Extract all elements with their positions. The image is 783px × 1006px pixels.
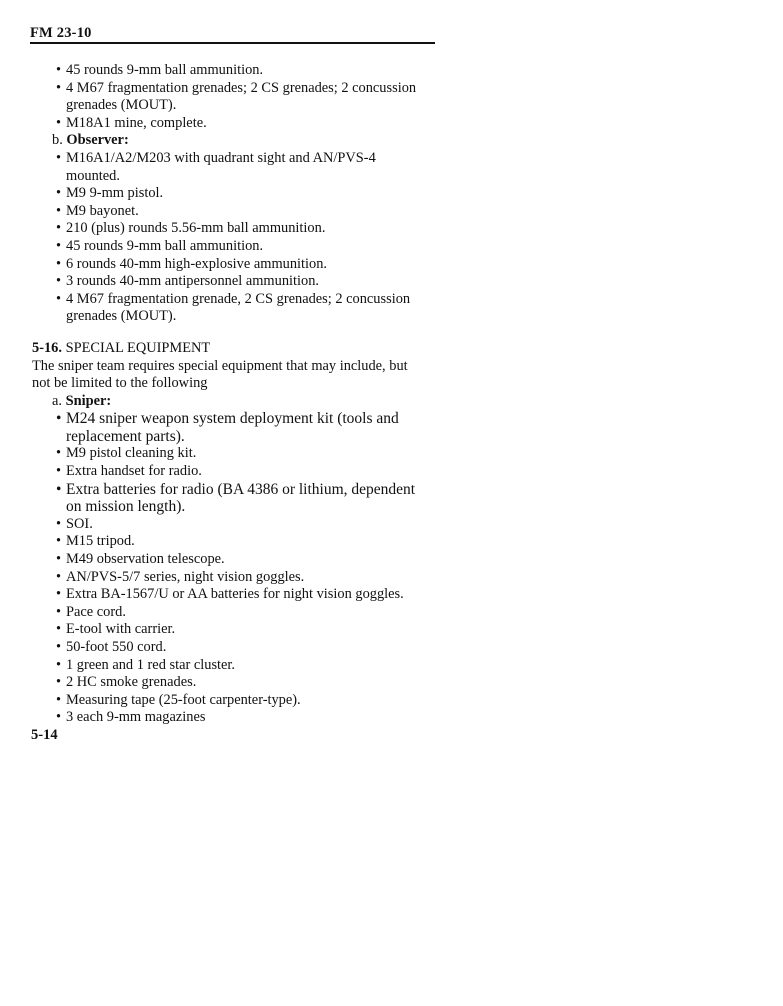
list-item: • M16A1/A2/M203 with quadrant sight and AN/PVS-4 mounted. bbox=[56, 149, 376, 184]
bullet-icon: • bbox=[56, 463, 62, 480]
list-item: • Measuring tape (25-foot carpenter-type). bbox=[56, 691, 301, 708]
list-item: • 1 green and 1 red star cluster. bbox=[56, 656, 236, 673]
page-number: 5-14 bbox=[31, 727, 58, 743]
list-item: • M9 bayonet. bbox=[56, 202, 139, 219]
list-item: • 3 each 9-mm magazines bbox=[56, 709, 206, 726]
list-item: • Extra handset for radio. bbox=[56, 463, 202, 480]
bullet-icon: • bbox=[56, 79, 62, 96]
bullet-icon: • bbox=[56, 202, 62, 219]
bullet-icon: • bbox=[56, 691, 62, 708]
list-item: • Extra batteries for radio (BA 4386 or lithium, dependent on mission length). bbox=[56, 480, 416, 516]
list-item: • 3 rounds 40-mm antipersonnel ammunition. bbox=[56, 273, 320, 290]
list-item: • M15 tripod. bbox=[56, 533, 135, 550]
bullet-icon: • bbox=[56, 639, 62, 655]
list-item: • 45 rounds 9-mm ball ammunition. bbox=[56, 237, 264, 254]
bullet-icon: • bbox=[56, 290, 62, 307]
list-item: • Extra BA-1567/U or AA batteries for night vision goggles. bbox=[56, 586, 404, 603]
list-item: • M18A1 mine, complete. bbox=[56, 114, 207, 131]
observer-prefix: b. bbox=[52, 132, 63, 149]
sniper-prefix: a. bbox=[52, 392, 62, 409]
bullet-icon: • bbox=[56, 586, 62, 603]
bullet-icon: • bbox=[56, 603, 62, 620]
bullet-icon: • bbox=[56, 273, 62, 290]
bullet-icon: • bbox=[56, 255, 62, 272]
section-intro: The sniper team requires special equipment that may include, but not be limited to the following bbox=[32, 357, 408, 392]
bullet-icon: • bbox=[56, 237, 62, 254]
bullet-icon: • bbox=[56, 515, 62, 532]
bullet-icon: • bbox=[56, 551, 62, 568]
section-number: 5-16. bbox=[32, 339, 62, 356]
bullet-icon: • bbox=[56, 533, 62, 550]
bullet-icon: • bbox=[56, 656, 62, 673]
bullet-icon: • bbox=[56, 220, 62, 237]
list-item: • Pace cord. bbox=[56, 603, 126, 620]
sniper-label: Sniper: bbox=[65, 392, 112, 409]
bullet-icon: • bbox=[56, 674, 62, 691]
list-item: • 210 (plus) rounds 5.56-mm ball ammunition. bbox=[56, 220, 326, 237]
bullet-icon: • bbox=[56, 480, 62, 498]
bullet-icon: • bbox=[56, 621, 62, 638]
list-item: • 50-foot 550 cord. bbox=[56, 639, 167, 655]
bullet-icon: • bbox=[56, 410, 62, 428]
list-item: • 4 M67 fragmentation grenade, 2 CS grenades; 2 concussion grenades (MOUT). bbox=[56, 290, 411, 325]
bullet-icon: • bbox=[56, 149, 62, 166]
sniper-list bbox=[32, 410, 422, 727]
bullet-icon: • bbox=[56, 62, 62, 78]
section-title: SPECIAL EQUIPMENT bbox=[65, 339, 211, 356]
page-content bbox=[32, 62, 422, 727]
bullet-icon: • bbox=[56, 185, 62, 202]
observer-label: Observer: bbox=[66, 132, 129, 149]
list-item: • 2 HC smoke grenades. bbox=[56, 674, 197, 691]
list-item: • M9 9-mm pistol. bbox=[56, 185, 164, 202]
list-item: • AN/PVS-5/7 series, night vision goggles. bbox=[56, 568, 305, 585]
list-item: • 6 rounds 40-mm high-explosive ammunition. bbox=[56, 255, 328, 272]
bullet-icon: • bbox=[56, 709, 62, 726]
section-heading bbox=[32, 340, 422, 358]
list-item: • M24 sniper weapon system deployment kit (tools and replacement parts). bbox=[56, 410, 399, 445]
list-item: • E-tool with carrier. bbox=[56, 621, 176, 638]
sniper-heading bbox=[32, 393, 422, 411]
list-item: • M9 pistol cleaning kit. bbox=[56, 445, 197, 462]
page-header bbox=[30, 24, 435, 44]
ammunition-list bbox=[32, 62, 422, 132]
bullet-icon: • bbox=[56, 114, 62, 131]
list-item: • M49 observation telescope. bbox=[56, 551, 225, 568]
bullet-icon: • bbox=[56, 445, 62, 462]
observer-list bbox=[32, 150, 422, 326]
list-item: • 4 M67 fragmentation grenades; 2 CS grenades; 2 concussion grenades (MOUT). bbox=[56, 79, 417, 114]
manual-title: FM 23-10 bbox=[30, 25, 92, 41]
list-item: • SOI. bbox=[56, 515, 93, 532]
observer-heading bbox=[32, 132, 422, 150]
list-item: • 45 rounds 9-mm ball ammunition. bbox=[56, 62, 264, 78]
bullet-icon: • bbox=[56, 568, 62, 585]
